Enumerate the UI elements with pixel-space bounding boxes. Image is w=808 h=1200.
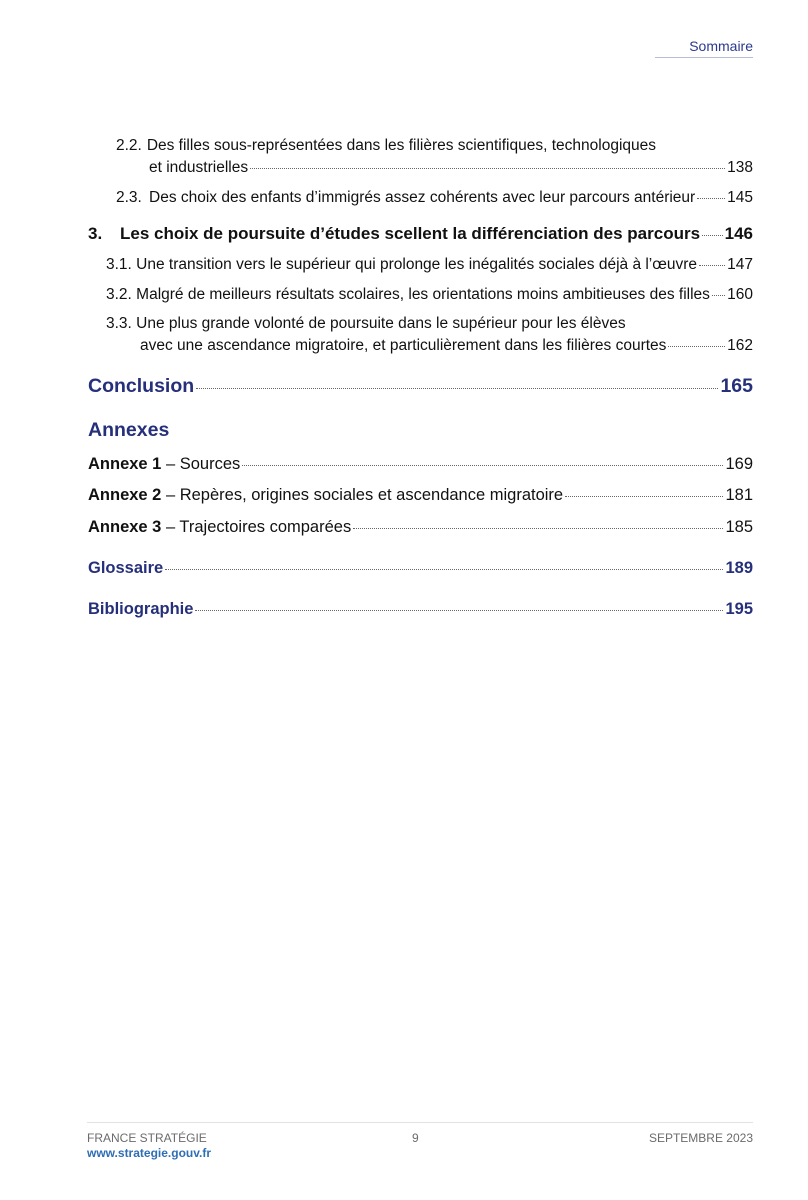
toc-entry-2-2-line2[interactable]	[149, 159, 753, 177]
toc-heading-page: 165	[720, 375, 753, 397]
toc-entry-3-1[interactable]	[106, 256, 753, 274]
dot-leader	[196, 388, 718, 389]
toc-entry-3-3-line2[interactable]	[140, 337, 753, 355]
annexe-page: 185	[725, 518, 753, 536]
toc-bibliographie[interactable]	[88, 600, 753, 619]
annexe-title: – Sources	[161, 455, 241, 473]
annexe-title: – Trajectoires comparées	[161, 518, 352, 536]
toc-section-title: Les choix de poursuite d’études scellent la différenciation des parcours	[120, 224, 701, 243]
footer-divider	[87, 1122, 753, 1123]
sommaire-link[interactable]: Sommaire	[655, 38, 753, 58]
footer-page-number: 9	[412, 1131, 419, 1145]
footer-org-name: FRANCE STRATÉGIE	[87, 1131, 207, 1145]
dot-leader	[353, 528, 723, 529]
toc-entry-page: 162	[727, 337, 753, 354]
toc-annexe-3[interactable]	[88, 518, 753, 537]
dot-leader	[165, 569, 723, 570]
toc-entry-title: 3.1. Une transition vers le supérieur qui prolonge les inégalités sociales déjà à l’œuvre	[106, 256, 698, 273]
toc-heading-title: Bibliographie	[88, 600, 194, 618]
toc-glossaire[interactable]	[88, 559, 753, 578]
footer-date: SEPTEMBRE 2023	[648, 1131, 753, 1145]
toc-entry-title: 3.3. Une plus grande volonté de poursuite dans le supérieur pour les élèves	[106, 315, 626, 332]
toc-entry-number: 2.2.	[116, 137, 142, 154]
toc-heading-page: 195	[725, 600, 753, 618]
dot-leader	[242, 465, 723, 466]
annexe-label: Annexe 2	[88, 486, 162, 504]
dot-leader	[697, 198, 725, 199]
toc-heading-title: Annexes	[88, 419, 170, 441]
toc-entry-page: 160	[727, 286, 753, 303]
toc-section-page: 146	[724, 224, 753, 243]
dot-leader	[565, 496, 723, 497]
toc-entry-title: Des filles sous-représentées dans les filières scientifiques, technologiques	[146, 137, 656, 154]
toc-entry-2-3[interactable]	[116, 189, 753, 207]
toc-entry-page: 138	[727, 159, 753, 176]
dot-leader	[712, 295, 725, 296]
dot-leader	[668, 346, 725, 347]
toc-entry-title: et industrielles	[149, 159, 249, 176]
toc-heading-page: 189	[725, 559, 753, 577]
dot-leader	[699, 265, 725, 266]
footer-website-link[interactable]: www.strategie.gouv.fr	[87, 1146, 212, 1160]
toc-annexe-1[interactable]	[88, 455, 753, 474]
toc-section-3[interactable]	[88, 224, 753, 244]
dot-leader	[250, 168, 725, 169]
toc-annexes-heading	[88, 419, 169, 442]
annexe-label: Annexe 3	[88, 518, 162, 536]
toc-entry-page: 147	[727, 256, 753, 273]
footer-org-block	[87, 1131, 211, 1161]
toc-heading-title: Glossaire	[88, 559, 164, 577]
toc-heading-title: Conclusion	[88, 375, 195, 397]
toc-entry-page: 145	[727, 189, 753, 206]
toc-conclusion[interactable]	[88, 375, 753, 398]
toc-entry-3-3-line1[interactable]	[106, 315, 666, 333]
toc-entry-title: 3.2. Malgré de meilleurs résultats scolaires, les orientations moins ambitieuses des filles	[106, 286, 710, 303]
annexe-label: Annexe 1	[88, 455, 162, 473]
toc-entry-title: avec une ascendance migratoire, et particulièrement dans les filières courtes	[140, 337, 667, 354]
dot-leader	[702, 235, 723, 236]
toc-annexe-2[interactable]	[88, 486, 753, 505]
toc-entry-title: Des choix des enfants d’immigrés assez cohérents avec leur parcours antérieur	[149, 189, 696, 206]
annexe-page: 181	[725, 486, 753, 504]
annexe-page: 169	[725, 455, 753, 473]
toc-section-number: 3.	[88, 224, 103, 243]
toc-entry-3-2[interactable]	[106, 286, 753, 304]
annexe-title: – Repères, origines sociales et ascendance migratoire	[161, 486, 564, 504]
dot-leader	[195, 610, 723, 611]
toc-entry-2-2-line1[interactable]	[116, 137, 656, 155]
toc-entry-number: 2.3.	[116, 189, 142, 206]
